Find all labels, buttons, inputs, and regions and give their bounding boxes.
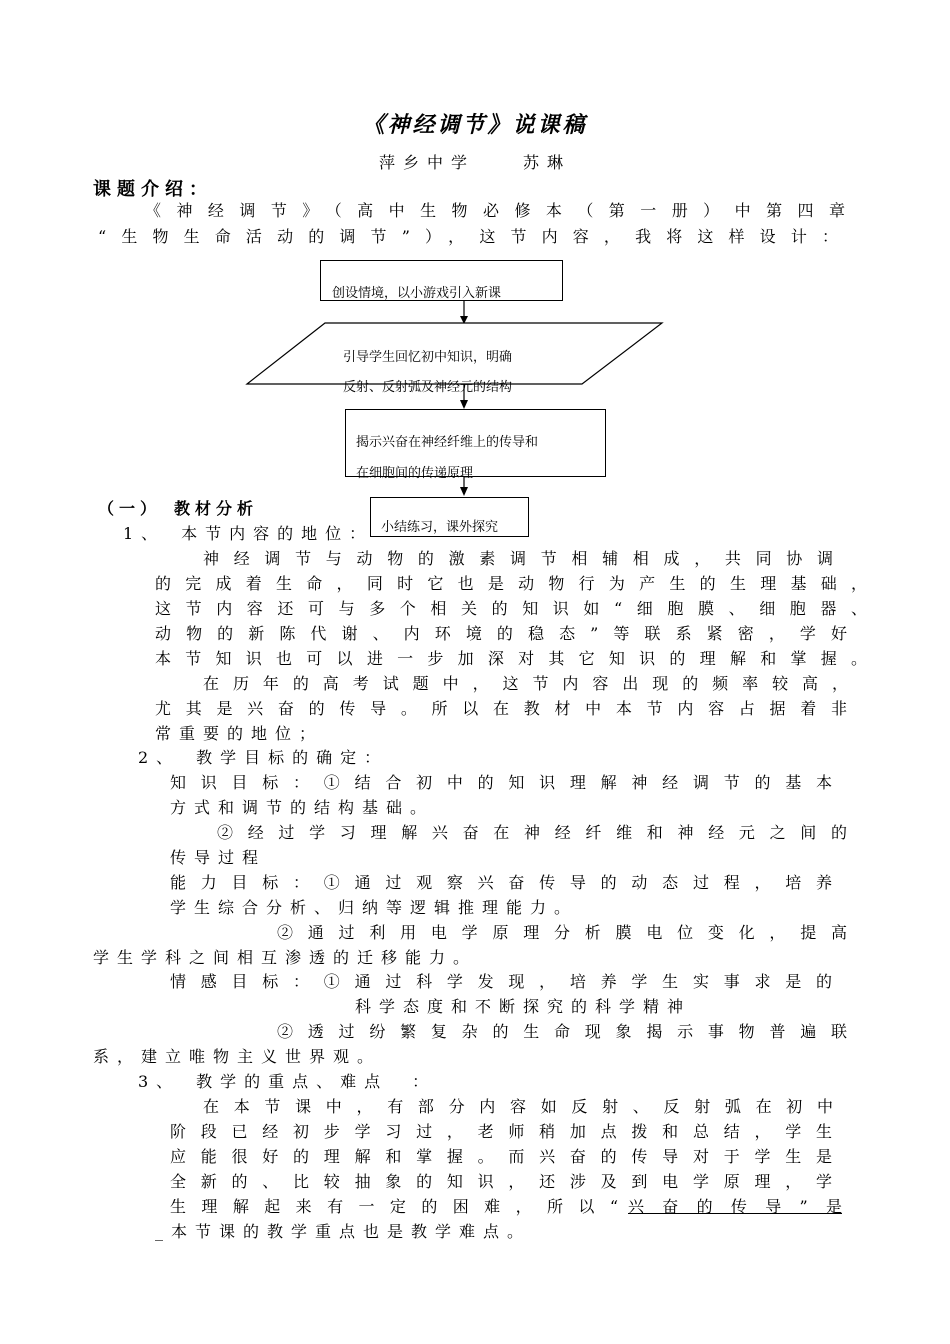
item-2-line-1: 知识目标：①结合初中的知识理解神经调节的基本 — [170, 773, 832, 792]
flowchart-step-4-text: 小结练习，课外探究 — [381, 520, 499, 535]
item-3-emphasis: 兴奋的传导”是 — [628, 1197, 842, 1216]
item-3-line-4: 全新的、比较抽象的知识，还涉及到电学原理，学 — [170, 1172, 832, 1191]
item-1-line-5: 本节知识也可以进一步加深对其它知识的理解和掌握。 — [155, 649, 867, 668]
intro-line-1: 《神经调节》（高中生物必修本（第一册）中第四章 — [145, 201, 845, 220]
item-1-line-8: 常重要的地位； — [155, 724, 324, 743]
item-1-line-7: 尤其是兴奋的传导。所以在教材中本节内容占据着非 — [155, 699, 847, 718]
item-2-line-7: ②通过利用电学原理分析膜电位变化，提高 — [277, 923, 847, 942]
item-3-line-1: 在本节课中，有部分内容如反射、反射弧在初中 — [203, 1097, 833, 1116]
flowchart-step-3-box — [345, 409, 606, 481]
item-2-line-5: 能力目标：①通过观察兴奋传导的动态过程，培养 — [170, 873, 832, 892]
flowchart-step-1-text: 创设情境，以小游戏引入新课 — [332, 286, 502, 301]
item-1-line-2: 的完成着生命，同时它也是动物行为产生的生理基础， — [155, 574, 867, 593]
item-1-heading: 1、 本节内容的地位： — [123, 524, 374, 543]
item-3-line-3: 应能很好的理解和掌握。而兴奋的传导对于学生是 — [170, 1147, 832, 1166]
item-1-line-6: 在历年的高考试题中，这节内容出现的频率较高， — [203, 674, 848, 693]
flowchart-step-1-box — [320, 260, 563, 301]
item-2-line-8: 学生学科之间相互渗透的迁移能力。 — [93, 948, 478, 967]
item-3-line-5: 生理解起来有一定的困难，所以“ — [170, 1197, 618, 1216]
item-2-line-12: 系，建立唯物主义世界观。 — [93, 1047, 382, 1066]
flowchart-step-3-line-2: 在细胞间的传递原理 — [356, 466, 474, 481]
flowchart-step-3-line-1: 揭示兴奋在神经纤维上的传导和 — [356, 435, 539, 450]
author-line: 萍乡中学 苏琳 — [378, 153, 571, 172]
section-1-heading: （一） 教材分析 — [98, 499, 259, 518]
item-2-line-4: 传导过程 — [170, 848, 267, 867]
intro-heading: 课题介绍： — [93, 179, 213, 200]
intro-line-2: “生物生命活动的调节”），这节内容，我将这样设计： — [98, 227, 838, 246]
flowchart-step-4-box — [370, 497, 529, 537]
item-2-line-10: 科学态度和不断探究的科学精神 — [355, 997, 692, 1016]
item-1-line-3: 这节内容还可与多个相关的知识如“细胞膜、细胞器、 — [155, 599, 867, 618]
item-3-line-2: 阶段已经初步学习过，老师稍加点拨和总结，学生 — [170, 1122, 832, 1141]
item-3-last-line: _本节课的教学重点也是教学难点。 — [155, 1222, 532, 1241]
flowchart-step-2-line-1: 引导学生回忆初中知识，明确 — [343, 350, 513, 365]
item-2-line-9: 情感目标：①通过科学发现，培养学生实事求是的 — [170, 972, 832, 991]
item-2-line-11: ②透过纷繁复杂的生命现象揭示事物普遍联 — [277, 1022, 847, 1041]
item-3-heading: 3、 教学的重点、难点 ： — [138, 1072, 437, 1091]
flowchart-step-2-line-2: 反射、反射弧及神经元的结构 — [343, 380, 513, 395]
page-title: 《神经调节》说课稿 — [362, 112, 588, 138]
item-2-line-2: 方式和调节的结构基础。 — [170, 798, 435, 817]
item-2-heading: 2、 教学目标的确定： — [138, 748, 389, 767]
item-1-line-1: 神经调节与动物的激素调节相辅相成，共同协调 — [203, 549, 833, 568]
item-1-line-4: 动物的新陈代谢、内环境的稳态”等联系紧密，学好 — [155, 624, 847, 643]
item-2-line-3: ②经过学习理解兴奋在神经纤维和神经元之间的 — [217, 823, 847, 842]
item-2-line-6: 学生综合分析、归纳等逻辑推理能力。 — [170, 898, 579, 917]
